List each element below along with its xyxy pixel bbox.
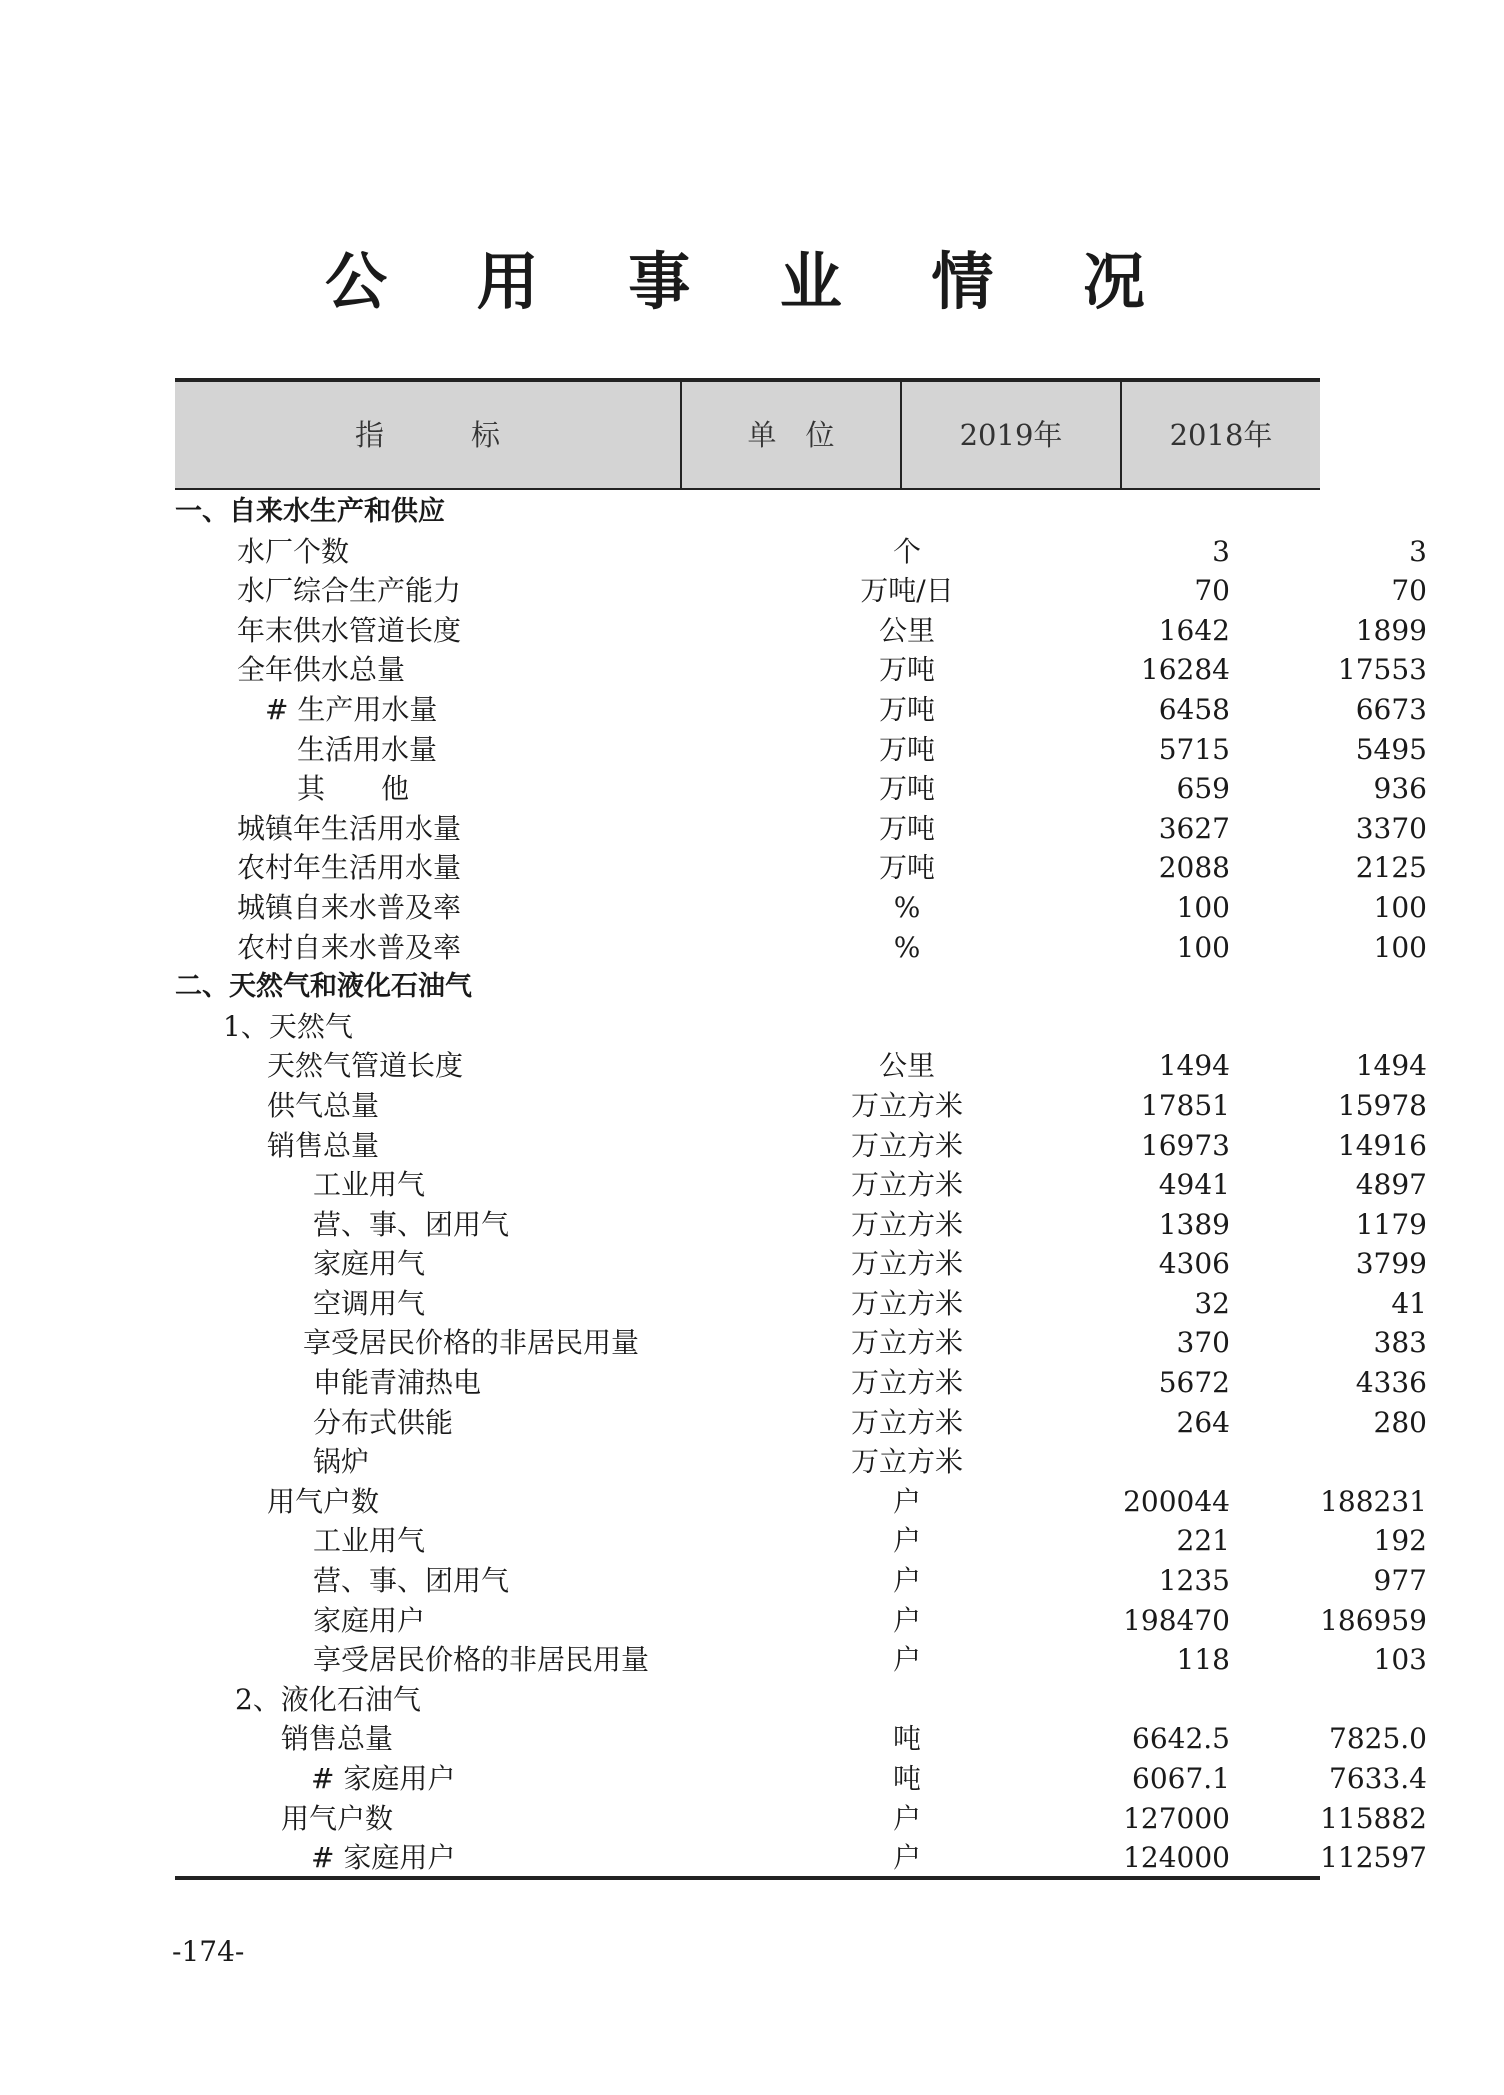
value-2018: 100	[1373, 930, 1427, 964]
value-2018: 192	[1373, 1524, 1427, 1558]
value-2019: 6067.1	[1132, 1762, 1230, 1795]
table-row	[175, 1086, 1427, 1126]
row-label: 其 他	[297, 772, 410, 806]
value-2018: 17553	[1337, 653, 1427, 687]
value-2019: 264	[1176, 1405, 1230, 1439]
value-2019: 5672	[1158, 1366, 1230, 1400]
row-label: 用气户数	[281, 1801, 394, 1835]
row-label: 销售总量	[267, 1128, 380, 1162]
row-unit	[815, 1442, 1115, 1482]
row-label: 天然气管道长度	[267, 1049, 464, 1083]
row-label: 工业用气	[313, 1168, 426, 1202]
value-2019: 32	[1194, 1286, 1230, 1320]
row-unit-text: 万立方米	[850, 1286, 963, 1320]
value-2019: 3	[1212, 534, 1230, 568]
table-row	[175, 967, 1320, 1007]
table-row	[175, 1284, 1427, 1324]
value-2019: 100	[1176, 930, 1230, 964]
row-unit-text: 公里	[878, 613, 935, 647]
value-2018: 936	[1373, 772, 1427, 806]
value-2019: 16284	[1140, 653, 1230, 687]
table-row	[175, 1640, 1427, 1680]
table-row	[175, 1482, 1427, 1522]
value-2019: 1389	[1158, 1207, 1230, 1241]
value-2018: 7825.0	[1329, 1722, 1427, 1756]
row-label: # 生产用水量	[265, 692, 438, 726]
table-row	[175, 1680, 1320, 1720]
value-2018: 6673	[1355, 692, 1427, 726]
table-row	[175, 730, 1427, 770]
table-row	[175, 1838, 1427, 1878]
table-body	[175, 492, 1427, 1878]
value-2018: 3370	[1355, 811, 1427, 845]
value-2019: 221	[1176, 1524, 1230, 1558]
row-unit-text: 户	[892, 1603, 921, 1637]
row-label: 供气总量	[267, 1088, 380, 1122]
value-2019: 200044	[1123, 1484, 1230, 1518]
value-2018: 115882	[1320, 1801, 1427, 1835]
row-unit-text: 户	[892, 1841, 921, 1875]
row-label: 全年供水总量	[237, 653, 406, 687]
table-row	[175, 928, 1427, 968]
table-row	[175, 809, 1427, 849]
table-header	[175, 382, 1320, 490]
table-row	[175, 1719, 1427, 1759]
value-2019: 17851	[1140, 1088, 1230, 1122]
table-row	[175, 1244, 1427, 1284]
value-2019: 1235	[1158, 1564, 1230, 1598]
section-heading: 二、天然气和液化石油气	[175, 971, 472, 1003]
value-2019: 6458	[1158, 692, 1230, 726]
row-unit-text: 万吨	[878, 851, 935, 885]
value-2019: 1642	[1158, 613, 1230, 647]
table-row	[175, 1403, 1427, 1443]
value-2018: 1179	[1355, 1207, 1427, 1241]
table-row	[175, 1561, 1427, 1601]
value-2018: 100	[1373, 890, 1427, 924]
row-label: 用气户数	[267, 1484, 380, 1518]
row-label: 城镇自来水普及率	[237, 890, 462, 924]
page-number: -174-	[172, 1935, 245, 1968]
row-unit-text: 吨	[892, 1722, 921, 1756]
table-row	[175, 1007, 1320, 1047]
row-label: 1、天然气	[223, 1009, 353, 1043]
table-row	[175, 492, 1320, 532]
table-row	[175, 1442, 1320, 1482]
row-unit-text: 万立方米	[850, 1128, 963, 1162]
table-row	[175, 1759, 1427, 1799]
value-2018: 188231	[1320, 1484, 1427, 1518]
table-row	[175, 888, 1427, 928]
row-unit-text: 户	[892, 1801, 921, 1835]
row-unit-text: 万立方米	[850, 1088, 963, 1122]
table-row	[175, 1799, 1427, 1839]
header-indicator: 指 标	[354, 418, 500, 452]
table-row	[175, 1323, 1427, 1363]
value-2019: 2088	[1158, 851, 1230, 885]
row-label: 销售总量	[281, 1722, 394, 1756]
row-unit-text: 户	[892, 1484, 921, 1518]
row-unit-text: 万立方米	[850, 1445, 963, 1479]
row-unit-text: 个	[892, 534, 921, 568]
row-label: 生活用水量	[297, 732, 438, 766]
value-2019: 4306	[1158, 1247, 1230, 1281]
row-label: 家庭用气	[313, 1247, 426, 1281]
value-2019: 659	[1176, 772, 1230, 806]
row-label: 分布式供能	[313, 1405, 454, 1439]
row-unit-text: 万吨	[878, 772, 935, 806]
row-unit-text: 万吨	[878, 811, 935, 845]
value-2019: 124000	[1123, 1841, 1230, 1875]
table-row	[175, 1165, 1427, 1205]
header-year-2018: 2018年	[1120, 382, 1320, 488]
value-2018: 4897	[1355, 1168, 1427, 1202]
value-2018: 4336	[1355, 1366, 1427, 1400]
table-row	[175, 611, 1427, 651]
value-2018: 383	[1373, 1326, 1427, 1360]
section-heading: 一、自来水生产和供应	[175, 496, 445, 527]
value-2019: 70	[1194, 574, 1230, 608]
value-2018: 7633.4	[1329, 1762, 1427, 1795]
row-label: 空调用气	[313, 1286, 426, 1320]
row-label: # 家庭用户	[311, 1841, 456, 1875]
page-title: 公 用 事 业 情 况	[325, 245, 1179, 318]
row-label: 营、事、团用气	[313, 1564, 510, 1598]
table-row	[175, 690, 1427, 730]
row-unit-text: %	[893, 890, 921, 924]
table-row	[175, 1521, 1427, 1561]
value-2018: 186959	[1320, 1603, 1427, 1637]
row-unit-text: 户	[892, 1564, 921, 1598]
row-unit-text: 户	[892, 1643, 921, 1677]
value-2019: 1494	[1158, 1049, 1230, 1083]
value-2019: 198470	[1123, 1603, 1230, 1637]
value-2019: 4941	[1158, 1168, 1230, 1202]
row-unit-text: 户	[892, 1524, 921, 1558]
row-unit-text: 万立方米	[850, 1247, 963, 1281]
value-2018: 1899	[1355, 613, 1427, 647]
header-year-2019: 2019年	[900, 382, 1120, 488]
row-label: 申能青浦热电	[313, 1366, 482, 1400]
row-unit-text: 万吨	[878, 692, 935, 726]
value-2018: 3	[1409, 534, 1427, 568]
table-row	[175, 769, 1427, 809]
value-2019: 3627	[1158, 811, 1230, 845]
row-label: 享受居民价格的非居民用量	[313, 1643, 650, 1677]
row-label: # 家庭用户	[311, 1762, 456, 1795]
row-unit-text: 万立方米	[850, 1405, 963, 1439]
value-2018: 15978	[1337, 1088, 1427, 1122]
header-unit: 单 位	[680, 382, 900, 488]
table-row	[175, 848, 1427, 888]
row-unit-text: 万吨/日	[860, 574, 954, 608]
row-label: 锅炉	[313, 1445, 370, 1479]
row-label: 城镇年生活用水量	[237, 811, 462, 845]
value-2019: 370	[1176, 1326, 1230, 1360]
row-unit-text: 万吨	[878, 653, 935, 687]
row-label: 享受居民价格的非居民用量	[303, 1326, 640, 1360]
value-2018: 280	[1373, 1405, 1427, 1439]
table-row	[175, 650, 1427, 690]
value-2018: 112597	[1320, 1841, 1427, 1875]
value-2019: 127000	[1123, 1801, 1230, 1835]
row-unit-text: 吨	[892, 1762, 921, 1795]
value-2018: 70	[1391, 574, 1427, 608]
table-row	[175, 532, 1427, 572]
row-unit-text: 万立方米	[850, 1168, 963, 1202]
table-row	[175, 1363, 1427, 1403]
row-label: 水厂个数	[237, 534, 350, 568]
row-label: 营、事、团用气	[313, 1207, 510, 1241]
value-2019: 6642.5	[1132, 1722, 1230, 1756]
row-label: 工业用气	[313, 1524, 426, 1558]
row-unit-text: 万吨	[878, 732, 935, 766]
value-2018: 14916	[1337, 1128, 1427, 1162]
value-2018: 5495	[1355, 732, 1427, 766]
row-unit-text: 万立方米	[850, 1207, 963, 1241]
statistics-table	[175, 378, 1427, 1880]
value-2018: 3799	[1355, 1247, 1427, 1281]
value-2019: 16973	[1140, 1128, 1230, 1162]
value-2018: 2125	[1355, 851, 1427, 885]
table-row	[175, 1046, 1427, 1086]
table-row	[175, 1205, 1427, 1245]
value-2018: 41	[1391, 1286, 1427, 1320]
row-unit-text: 万立方米	[850, 1326, 963, 1360]
value-2019: 5715	[1158, 732, 1230, 766]
row-unit-text: 万立方米	[850, 1366, 963, 1400]
row-label: 年末供水管道长度	[237, 613, 462, 647]
row-unit-text: %	[893, 930, 921, 964]
value-2018: 103	[1373, 1643, 1427, 1677]
value-2018: 1494	[1355, 1049, 1427, 1083]
value-2019: 118	[1176, 1643, 1230, 1677]
value-2018: 977	[1373, 1564, 1427, 1598]
row-label: 农村自来水普及率	[237, 930, 462, 964]
row-label: 家庭用户	[313, 1603, 426, 1637]
row-unit-text: 公里	[878, 1049, 935, 1083]
table-row	[175, 1601, 1427, 1641]
table-row	[175, 571, 1427, 611]
row-label: 农村年生活用水量	[237, 851, 462, 885]
row-label: 2、液化石油气	[235, 1682, 421, 1716]
value-2019: 100	[1176, 890, 1230, 924]
row-label: 水厂综合生产能力	[237, 574, 462, 608]
table-row	[175, 1126, 1427, 1166]
